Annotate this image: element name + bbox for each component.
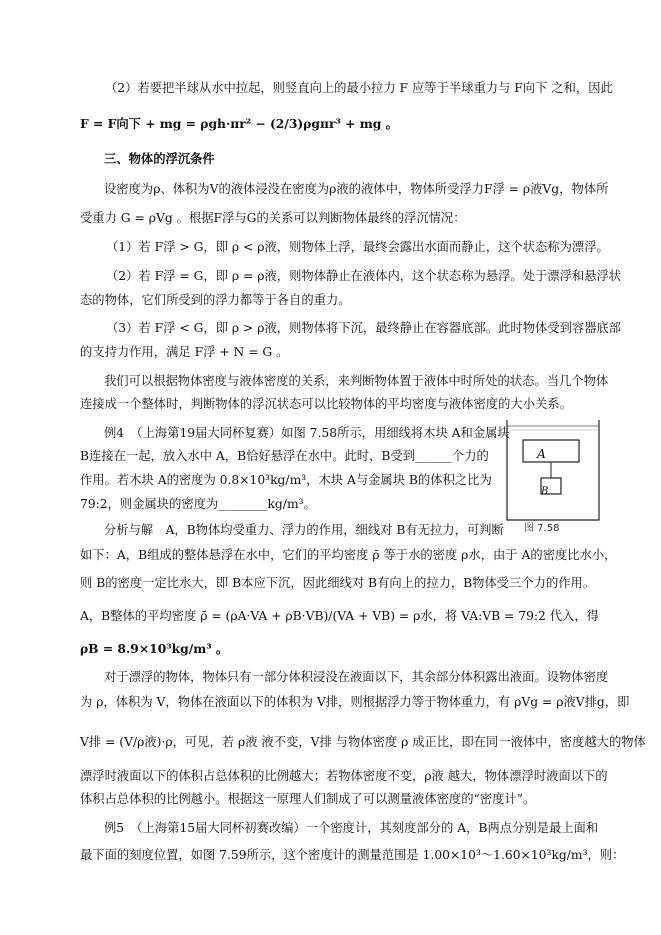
text-line: （1）若 F浮 > G，即 ρ < ρ液，则物体上浮，最终会露出水面而静止，这个状态称为漂浮。 (106, 240, 609, 254)
figure-label-b: B (541, 486, 549, 497)
example-4-line: 作用。若木块 A的密度为 0.8×10³kg/m³，木块 A与金属块 B的体积之比为 (80, 473, 492, 487)
analysis-line: 如下：A，B组成的整体悬浮在水中，它们的平均密度 ρ̄ 等于水的密度 ρ水，由于 A的密度比水小， (80, 548, 617, 562)
example-5-line: 最下面的刻度位置，如图 7.59所示，这个密度计的测量范围是 1.00×10³～1.60×10³kg/m³，则： (80, 848, 625, 862)
analysis-result-line: ρB = 8.9×10³kg/m³ 。 (80, 641, 229, 656)
text-line: 的支持力作用，满足 F浮 + N = G 。 (80, 345, 289, 359)
text-line: 我们可以根据物体密度与液体密度的关系，来判断物体置于液体中时所处的状态。当几个物体 (104, 374, 609, 388)
analysis-formula-line: A，B整体的平均密度 ρ̄ = (ρA·VA + ρB·VB)/(VA + VB) = ρ水，将 VA:VB = 79:2 代入，得 (80, 609, 599, 623)
text-line: （2）若 F浮 = G，即 ρ = ρ液，则物体静止在液体内，这个状态称为悬浮。处于漂浮和悬浮状 (106, 269, 622, 283)
container-outline (507, 420, 599, 520)
text-line: （2）若要把半球从水中拉起，则竖直向上的最小拉力 F 应等于半球重力与 F向下 之和，因此 (105, 81, 613, 95)
section-heading: 三、物体的浮沉条件 (104, 152, 215, 166)
text-line: 漂浮时液面以下的体积占总体积的比例越大；若物体密度不变，ρ液 越大，物体漂浮时液面以下的 (80, 769, 608, 783)
analysis-line: 分析与解 A，B物体均受重力、浮力的作用，细线对 B有无拉力，可判断 (104, 523, 504, 537)
text-line: 连接成一个整体时，判断物体的浮沉状态可以比较物体的平均密度与液体密度的大小关系。 (80, 397, 572, 411)
text-line: （3）若 F浮 < G，即 ρ > ρ液，则物体将下沉，最终静止在容器底部。此时物体受到容器底部 (106, 321, 622, 335)
text-line: V排 = (V/ρ液)·ρ，可见，若 ρ液 液不变，V排 与物体密度 ρ 成正比，即在同一液体中，密度越大的物体 (80, 735, 646, 749)
block-a (523, 440, 579, 462)
figure-label-a: A (537, 447, 546, 461)
example-4-line: 例4 （上海第19届大同杯复赛）如图 7.58所示，用细线将木块 A和金属块 (104, 426, 510, 440)
text-line: 受重力 G = ρVg 。根据F浮与G的关系可以判断物体最终的浮沉情况： (80, 211, 466, 225)
text-line: 态的物体，它们所受到的浮力都等于各自的重力。 (80, 293, 351, 307)
example-4-line: 79:2，则金属块的密度为________kg/m³。 (80, 497, 316, 511)
example-4-line: B连接在一起，放入水中 A，B恰好悬浮在水中。此时，B受到______个力的 (80, 449, 489, 463)
figure-caption: 图 7.58 (524, 523, 560, 534)
figure-7-58 (505, 418, 601, 524)
formula-line: F = F向下 + mg = ρgh·πr² − (2/3)ρgπr³ + mg 。 (80, 116, 398, 131)
analysis-line: 则 B的密度一定比水大，即 B本应下沉，因此细线对 B有向上的拉力，B物体受三个力的作用。 (80, 576, 596, 590)
text-line: 为 ρ，体积为 V，物体在液面以下的体积为 V排，则根据浮力等于物体重力，有 ρVg = ρ液V排g，即 (80, 695, 630, 709)
text-line: 设密度为ρ、体积为V的液体浸没在密度为ρ液的液体中，物体所受浮力F浮 = ρ液Vg，物体所 (104, 182, 609, 196)
text-line: 体积占总体积的比例越小。根据这一原理人们制成了可以测量液体密度的“密度计”。 (80, 792, 536, 806)
example-5-line: 例5 （上海第15届大同杯初赛改编）一个密度计，其刻度部分的 A，B两点分别是最上面和 (104, 821, 599, 835)
text-line: 对于漂浮的物体，物体只有一部分体积浸没在液面以下，其余部分体积露出液面。设物体密度 (104, 670, 609, 684)
